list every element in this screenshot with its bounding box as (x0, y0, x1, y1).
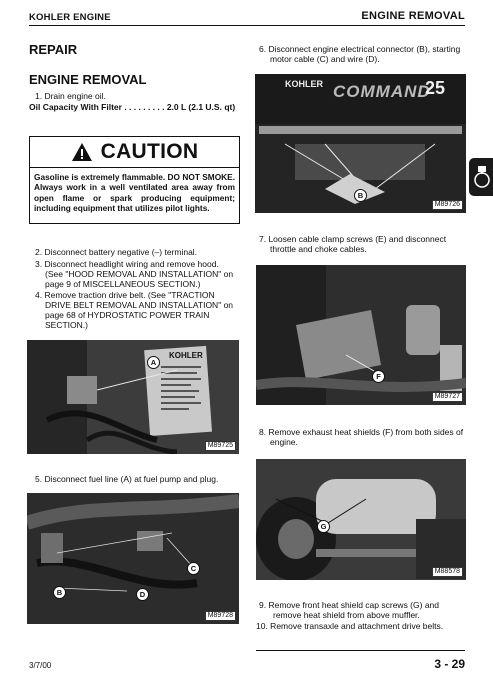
figure-code: M89727 (432, 392, 463, 403)
repair-heading: REPAIR (29, 42, 78, 57)
figure-heat-shield (256, 265, 466, 405)
brand-number: 25 (425, 78, 446, 98)
figure-code: M89725 (205, 441, 236, 452)
step-4-line-4: SECTION.) (45, 320, 88, 330)
brand-command: COMMAND (333, 82, 431, 101)
kohler-label: KOHLER (169, 351, 203, 360)
figure-code: M88578 (432, 567, 463, 578)
figure-code: M89726 (432, 200, 463, 211)
step-10: 10. Remove transaxle and attachment drive belts. (256, 621, 444, 631)
figure-muffler (256, 459, 466, 580)
caution-title: CAUTION (100, 140, 199, 163)
step-4-line-1: 4. Remove traction drive belt. (See "TRACTION (35, 290, 215, 300)
step-1: 1. Drain engine oil. (35, 91, 106, 101)
callout-g: G (317, 520, 330, 533)
footer-date: 3/7/00 (29, 661, 52, 670)
figure-code: M89728 (205, 611, 236, 622)
page-number: 3 - 29 (434, 657, 465, 671)
callout-b: B (53, 586, 66, 599)
step-7-line-1: 7. Loosen cable clamp screws (E) and disconnect (259, 234, 447, 244)
figure-engine-connectors (255, 74, 466, 213)
caution-text: Gasoline is extremely flammable. DO NOT SMOKE. Always work in a well ventilated area away from open flame or spark producing equipment; including equipment that utilizes pilot lights. (34, 172, 235, 213)
step-7-line-2: throttle and choke cables. (270, 244, 367, 254)
figure-connectors (27, 493, 239, 624)
figure-fuel-pump (27, 340, 239, 454)
caution-box (29, 136, 240, 224)
step-8-line-1: 8. Remove exhaust heat shields (F) from both sides of (259, 427, 464, 437)
callout-a: A (147, 356, 160, 369)
header-right: ENGINE REMOVAL (361, 10, 465, 22)
caution-header (30, 137, 239, 168)
section-heading: ENGINE REMOVAL (29, 72, 147, 87)
step-3-line-1: 3. Disconnect headlight wiring and remove hood. (35, 259, 219, 269)
brand-kohler: KOHLER (285, 79, 323, 89)
step-3-line-2: (See "HOOD REMOVAL AND INSTALLATION" on (45, 269, 234, 279)
step-5: 5. Disconnect fuel line (A) at fuel pump and plug. (35, 474, 219, 484)
step-6-line-1: 6. Disconnect engine electrical connector (B), starting (259, 44, 461, 54)
section-tab (469, 158, 493, 196)
callout-f: F (372, 370, 385, 383)
step-4-line-3: page 68 of HYDROSTATIC POWER TRAIN (45, 310, 210, 320)
step-9-line-2: remove heat shield from above muffler. (273, 610, 420, 620)
step-8-line-2: engine. (270, 437, 298, 447)
footer-rule (256, 650, 465, 651)
callout-d: D (136, 588, 149, 601)
header-rule (29, 25, 465, 26)
callout-b-engine: B (354, 189, 367, 202)
step-4-line-2: DRIVE BELT REMOVAL AND INSTALLATION" on (45, 300, 234, 310)
step-9-line-1: 9. Remove front heat shield cap screws (G) and (259, 600, 439, 610)
callout-c: C (187, 562, 200, 575)
step-3-line-3: page 9 of MISCELLANEOUS SECTION.) (45, 279, 201, 289)
warning-triangle-icon (71, 142, 93, 162)
step-6-line-2: motor cable (C) and wire (D). (270, 54, 380, 64)
engine-tab-icon (469, 158, 493, 196)
oil-capacity-spec: Oil Capacity With Filter . . . . . . . . . 2.0 L (2.1 U.S. qt) (29, 102, 236, 112)
step-2: 2. Disconnect battery negative (–) terminal. (35, 247, 198, 257)
header-left: KOHLER ENGINE (29, 12, 111, 23)
